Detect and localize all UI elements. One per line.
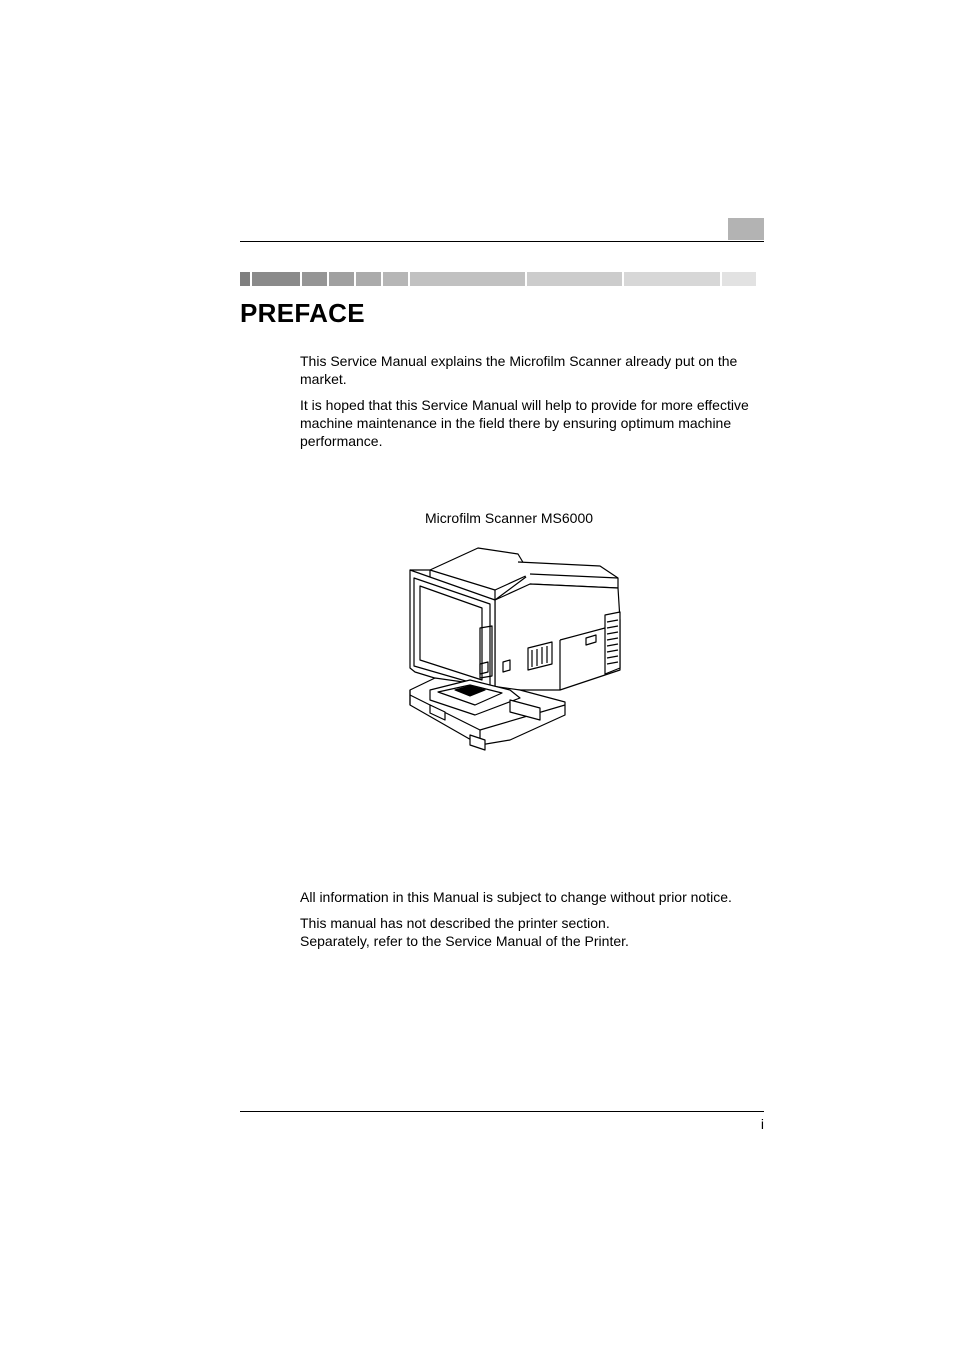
note-paragraph: This manual has not described the printer section. [300,915,610,931]
banner-segment [252,272,300,286]
intro-paragraph: This Service Manual explains the Microfilm Scanner already put on the market. [300,353,738,387]
microfilm-scanner-illustration [400,540,630,760]
banner-segment [527,272,622,286]
header-rule [240,241,764,242]
chapter-tab [728,218,764,240]
banner-segment [383,272,408,286]
banner-segment [240,272,250,286]
page-number: i [760,1116,764,1132]
figure-caption: Microfilm Scanner MS6000 [424,510,594,526]
section-banner [240,272,764,286]
footer-rule [240,1111,764,1112]
banner-segment [722,272,756,286]
banner-segment [329,272,354,286]
note-paragraph: All information in this Manual is subject to change without prior notice. [300,889,732,905]
banner-segment [410,272,525,286]
banner-segment [624,272,720,286]
intro-paragraph: It is hoped that this Service Manual will help to provide for more effective machine maintenance in the field there by ensuring optimum machine performance. [300,397,749,449]
banner-segment [302,272,327,286]
page-title: PREFACE [240,298,365,328]
banner-segment [356,272,381,286]
note-paragraph: Separately, refer to the Service Manual of the Printer. [300,933,629,949]
